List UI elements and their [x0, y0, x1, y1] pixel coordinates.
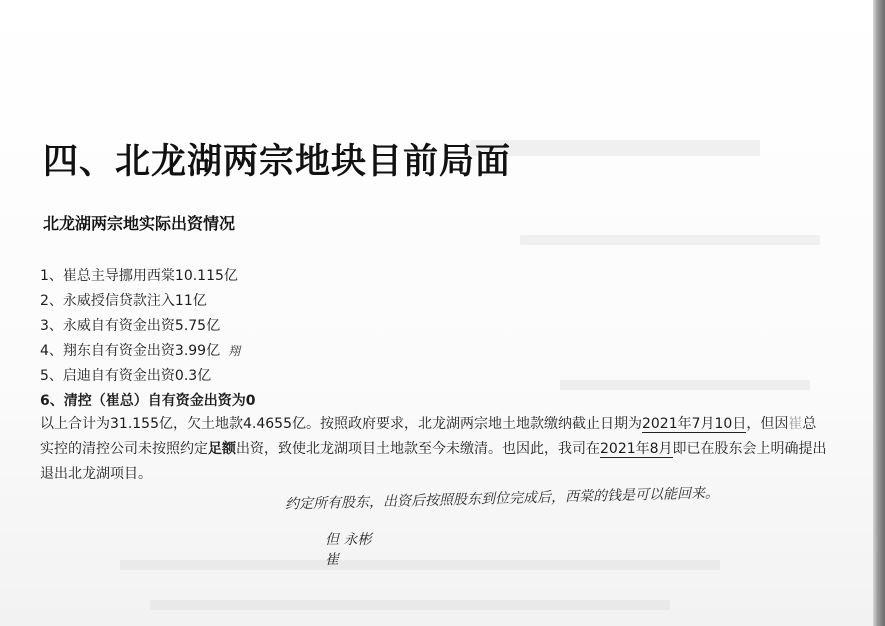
faded-text: 崔 — [788, 416, 803, 432]
bleed-through-text — [150, 600, 670, 610]
list-item — [40, 314, 255, 339]
list-item-text: 2、永威授信贷款注入11亿 — [40, 293, 207, 309]
handwritten-note: 翔 — [228, 344, 241, 358]
list-item — [40, 289, 255, 314]
handwritten-annotation: 约定所有股东，出资后按照股东到位完成后，西棠的钱是可以能回来。 — [284, 485, 720, 513]
list-item — [40, 264, 255, 289]
list-item-text: 3、永威自有资金出资5.75亿 — [40, 318, 221, 334]
underlined-deadline: 2021年7月10日 — [641, 416, 747, 432]
list-item-text: 1、崔总主导挪用西棠10.115亿 — [40, 268, 238, 284]
paragraph-text: 总实控的清控公司未按照约定 — [40, 416, 817, 457]
list-item — [40, 364, 255, 389]
bleed-through-text — [470, 140, 760, 156]
signature-line: 但 永彬 — [325, 532, 372, 548]
paragraph-text: 以上合计为31.155亿，欠土地款4.4655亿。按照政府要求，北龙湖两宗地土地款缴纳截止日期为 — [40, 416, 642, 432]
funding-list — [40, 264, 255, 414]
list-item-text: 5、启迪自有资金出资0.3亿 — [40, 368, 212, 384]
emphasis-text: 足额 — [208, 441, 236, 457]
list-item — [40, 339, 255, 364]
summary-paragraph — [40, 412, 830, 487]
paragraph-text: ，但因 — [746, 416, 789, 432]
page-title: 四、北龙湖两宗地块目前局面 — [43, 142, 512, 182]
list-item-text: 6、清控（崔总）自有资金出资为0 — [40, 393, 256, 409]
bleed-through-text — [560, 380, 810, 390]
underlined-date: 2021年8月 — [600, 441, 673, 457]
paragraph-text: 即已在股东会上明确提出退出北龙湖项目。 — [40, 441, 827, 482]
handwritten-signature — [325, 530, 371, 570]
section-subtitle: 北龙湖两宗地实际出资情况 — [43, 214, 236, 233]
list-item — [40, 389, 255, 414]
bleed-through-text — [520, 235, 820, 245]
scan-edge-shadow — [873, 0, 885, 626]
bleed-through-text — [120, 560, 720, 570]
paragraph-text: 出资，致使北龙湖项目土地款至今未缴清。也因此，我司在 — [236, 441, 600, 457]
signature-line: 崔 — [325, 552, 339, 568]
list-item-text: 4、翔东自有资金出资3.99亿 — [40, 343, 221, 359]
